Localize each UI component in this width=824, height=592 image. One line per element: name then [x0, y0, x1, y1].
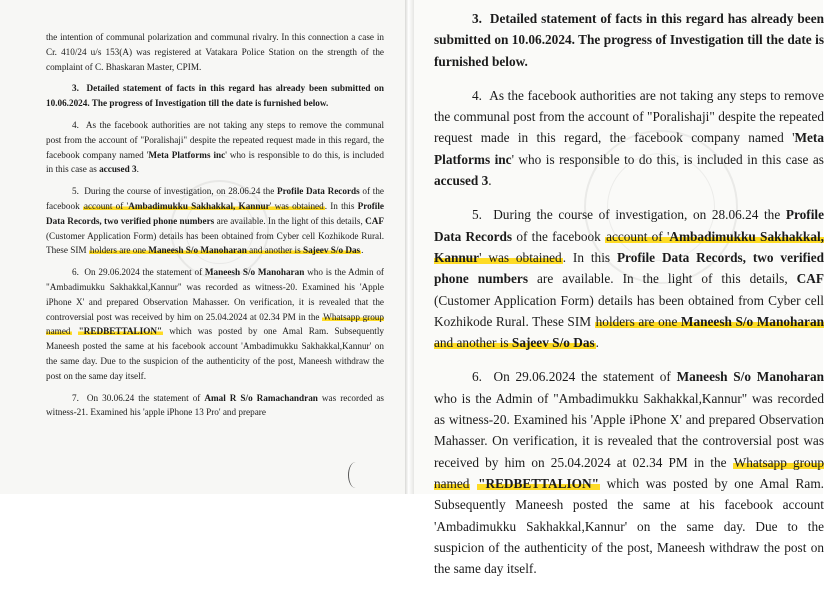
body-text: During the course of investigation, on 28.06.24 the [493, 207, 786, 223]
paragraph-5 [46, 184, 384, 258]
bold-text: Profile Data Records [276, 186, 360, 197]
body-text: . [595, 335, 599, 351]
highlighted-bold-text: "REDBETTALION" [478, 475, 599, 491]
right-page-text [434, 8, 824, 592]
bold-text: accused 3 [99, 164, 137, 175]
highlighted-text: account of ' [83, 200, 129, 211]
body-text: who is the Admin of "Ambadimukku Sakhakkal,Kannur" was recorded as witness-20. Examined his 'Apple iPhone X' and prepared Observation Mahasser. On verification, it is revealed that the controversial post was received by him on 25.04.2024 at 02.34 PM in the [46, 267, 384, 322]
left-page-text [46, 30, 384, 427]
body-text: (Customer Application Form) details has been obtained from Cyber cell Kozhikode Rural. These SIM [46, 230, 384, 256]
paragraph-number: 3. [72, 83, 79, 94]
left-document-page [0, 0, 405, 494]
highlighted-bold-text: Ambadimukku Sakhakkal, Kannur [128, 200, 270, 211]
paragraph-6 [434, 366, 824, 579]
paragraph-number: 4. [472, 87, 482, 103]
highlighted-bold-text: Sajeev S/o Das [302, 245, 361, 256]
handwritten-pen-mark [348, 462, 363, 488]
highlighted-text: ' was obtained [269, 200, 324, 211]
bold-text: Meta Platforms inc [434, 130, 824, 167]
body-text: As the facebook authorities are not taking any steps to remove the communal post from the account of "Poralishaji" despite the repeated request made in this regard, the facebook company named ' [46, 119, 384, 160]
paragraph-number: 6. [472, 369, 482, 385]
body-text: ' who is responsible to do this, is included in this case as [46, 149, 385, 175]
bold-text: accused 3 [434, 173, 489, 189]
body-text: On 30.06.24 the statement of [86, 392, 205, 403]
paragraph-6 [46, 265, 384, 383]
paragraph-3 [434, 8, 824, 72]
highlighted-bold-text: Sajeev S/o Das [511, 335, 595, 351]
body-text: . [136, 164, 139, 175]
paragraph-intro [46, 30, 384, 74]
paragraph-5 [434, 204, 824, 353]
paragraph-number: 4. [72, 119, 79, 130]
highlighted-text: holders are one [595, 313, 681, 329]
body-text: As the facebook authorities are not taking any steps to remove the communal post from the account of "Poralishaji" despite the repeated request made in this regard, the facebook company named ' [434, 87, 824, 146]
body-text: . In this [324, 200, 358, 211]
bold-text: CAF [796, 271, 824, 287]
body-text: of the facebook [512, 228, 606, 244]
bold-text: CAF [365, 215, 384, 226]
intro-text: the intention of communal polarization and communal rivalry. In this connection a case in Cr. 410/24 u/s 153(A) was registered at Vatakara Police Station on the strength of the complaint of C. Bhaskaran Master, CPIM. [46, 32, 384, 72]
highlighted-bold-text: Maneesh S/o Manoharan [148, 245, 247, 256]
bold-text: Meta Platforms inc [148, 149, 226, 160]
bold-text: . [524, 53, 528, 69]
body-text: . In this [562, 249, 617, 265]
highlighted-bold-text: Ambadimukku Sakhakkal, Kannur [434, 228, 824, 265]
body-text: are available. In the light of this details, [528, 271, 797, 287]
paragraph-4 [46, 118, 384, 177]
bold-text: Profile Data Records, two verified phone numbers [46, 200, 384, 226]
body-text: On 29.06.2024 the statement of [493, 369, 677, 385]
paragraph-number: 5. [472, 207, 482, 223]
highlighted-text: ' was obtained [479, 249, 562, 265]
highlighted-text [83, 201, 325, 211]
body-text: ' who is responsible to do this, is included in this case as [511, 151, 824, 167]
body-text: . [488, 173, 492, 189]
highlighted-text: and another is [434, 335, 512, 351]
bold-text: Detailed statement of facts in this regard has already been submitted on 10.06.2024. The progress of Investigation till the date is furnished below [434, 11, 824, 69]
paragraph-number: 3. [472, 11, 482, 26]
bold-text: Amal R S/o Ramachandran [204, 392, 318, 403]
highlighted-text: Whatsapp group named [46, 311, 384, 337]
page-divider [405, 0, 414, 494]
body-text: which was posted by one Amal Ram. Subsequently Maneesh posted the same at his facebook account 'Ambadimukku Sakhakkal,Kannur' on the same day. Due to the suspicion of the authenticity of the post, Maneesh withdraw the post on the same day itself. [434, 475, 824, 577]
body-text: During the course of investigation, on 28.06.24 the [84, 186, 277, 197]
highlighted-bold-text: "REDBETTALION" [78, 326, 163, 337]
highlighted-text: holders are one [89, 245, 149, 256]
bold-text: Maneesh S/o Manoharan [204, 267, 305, 278]
body-text: who is the Admin of "Ambadimukku Sakhakkal,Kannur" was recorded as witness-20. Examined his 'Apple iPhone X' and prepared Observation Mahasser. On verification, it is revealed that the controversial post was received by him on 25.04.2024 at 02.34 PM in the [434, 390, 824, 470]
highlighted-text: Whatsapp group named [434, 454, 824, 491]
body-text: which was posted by one Amal Ram. Subsequently Maneesh posted the same at his facebook account 'Ambadimukku Sakhakkal,Kannur' on the same day. Due to the suspicion of the authenticity of the post, Maneesh withdraw the post on the same day itself. [46, 326, 384, 381]
body-text: . [361, 245, 364, 256]
paragraph-4 [434, 85, 824, 191]
body-text: of the facebook [46, 186, 384, 211]
highlighted-text: and another is [246, 245, 303, 256]
bold-text: Profile Data Records [434, 207, 824, 244]
bold-text: Detailed statement of facts in this regard has already been submitted on 10.06.2024. The progress of Investigation till the date is [46, 83, 384, 109]
right-document-page-zoomed [414, 0, 824, 577]
highlighted-bold-text: Maneesh S/o Manoharan [680, 313, 824, 329]
paragraph-number: 7. [72, 392, 79, 403]
paragraph-7 [46, 391, 384, 421]
body-text: are available. In the light of this details, [214, 215, 366, 226]
bold-text: Profile Data Records, two verified phone numbers [434, 249, 824, 287]
paragraph-number: 5. [72, 186, 79, 197]
bold-text: furnished below. [263, 98, 329, 109]
paragraph-number: 6. [72, 267, 79, 278]
highlighted-text: account of ' [606, 228, 670, 244]
paragraph-3 [46, 81, 384, 111]
body-text: (Customer Application Form) details has been obtained from Cyber cell Kozhikode Rural. These SIM [434, 292, 824, 329]
bold-text: Maneesh S/o Manoharan [676, 369, 824, 385]
body-text: was recorded as witness-21. Examined his 'apple iPhone 13 Pro' and prepare [46, 392, 384, 418]
body-text: On 29.06.2024 the statement of [84, 267, 205, 278]
highlighted-text [89, 245, 364, 256]
